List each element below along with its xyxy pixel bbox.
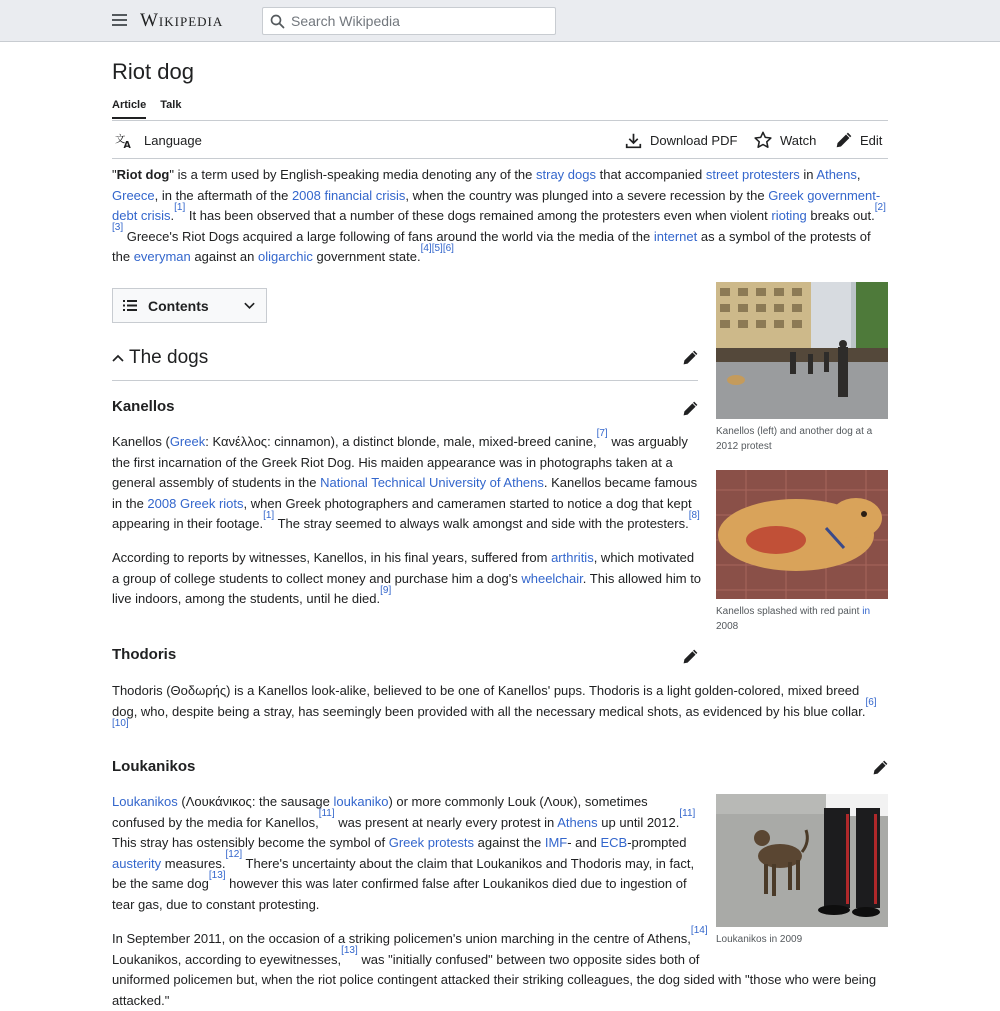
figure-kanellos-paint[interactable] bbox=[716, 470, 888, 599]
top-header bbox=[0, 0, 1000, 42]
ref-13b[interactable]: [13] bbox=[341, 945, 358, 957]
link-ntua[interactable]: National Technical University of Athens bbox=[320, 475, 544, 491]
pencil-icon bbox=[835, 132, 852, 149]
wikipedia-wordmark[interactable]: Wikipedia bbox=[140, 10, 224, 31]
caption-kanellos-paint bbox=[716, 604, 888, 634]
loukanikos-paragraph-1: Loukanikos (Λουκάνικος: the sausage loukaniko) or more commonly Louk (Λουκ), sometimes confused by the media for Kanellos,[11] was present at nearly every protest in Athens up until 2012.[11] This stray has ostensibly become the symbol of Greek protests against the IMF- and ECB-prompted austerity measures.[12] There's uncertainty about the claim that Loukanikos and Thodoris may, in fact, be the same dog[13] however this was later confirmed false after Loukanikos died due to ingestion of tear gas, due to constant protesting. bbox=[112, 794, 696, 912]
thodoris-paragraph: Thodoris (Θοδωρής) is a Kanellos look-alike, believed to be one of Kanellos' pups. Thodoris is a light golden-colored, mixed breed dog, who, despite being a stray, has seemingly been provided with all the necessary medical shots, as evidenced by his blue collar.[6][10] bbox=[112, 683, 877, 729]
edit-section-icon[interactable] bbox=[872, 760, 888, 776]
ref-14[interactable]: [14] bbox=[690, 924, 708, 936]
figure-loukanikos[interactable] bbox=[716, 794, 888, 927]
kanellos-red-paint-image bbox=[716, 470, 888, 599]
chevron-up-icon[interactable] bbox=[112, 353, 124, 365]
loukanikos-heading: Loukanikos bbox=[112, 758, 196, 775]
search-input[interactable] bbox=[291, 13, 541, 29]
ref-11[interactable]: [11] bbox=[318, 808, 335, 820]
edit-label: Edit bbox=[860, 132, 883, 148]
link-greek-government-debt-crisis[interactable]: Greek government-debt crisis bbox=[112, 187, 881, 224]
ref-2[interactable]: [2] bbox=[874, 201, 886, 213]
kanellos-protest-image bbox=[716, 282, 888, 419]
edit-section-icon[interactable] bbox=[682, 350, 698, 366]
ref-6b[interactable]: [6] bbox=[865, 697, 877, 709]
watch-label: Watch bbox=[780, 132, 817, 148]
the-dogs-heading: The dogs bbox=[129, 347, 209, 368]
ref-7[interactable]: [7] bbox=[596, 427, 608, 439]
page-toolbar bbox=[112, 129, 888, 151]
tabs-divider bbox=[112, 120, 888, 121]
link-imf[interactable]: IMF bbox=[544, 835, 568, 851]
chevron-down-icon bbox=[243, 299, 256, 312]
ref-5[interactable]: [5] bbox=[431, 243, 443, 255]
link-arthritis[interactable]: arthritis bbox=[551, 550, 594, 565]
caption-kanellos-protest: Kanellos (left) and another dog at a 2012 protest bbox=[716, 426, 873, 452]
figure-kanellos-protest[interactable] bbox=[716, 282, 888, 419]
link-everyman[interactable]: everyman bbox=[133, 249, 191, 265]
ref-6[interactable]: [6] bbox=[442, 243, 454, 255]
language-button[interactable] bbox=[115, 129, 202, 151]
kanellos-paragraph-1: Kanellos (Greek: Κανέλλος: cinnamon), a distinct blonde, male, mixed-breed canine,[7] was arguably the first incarnation of the Greek Riot Dog. His maiden appearance was in photographs taken at a general assembly of students in the National Technical University of Athens. Kanellos became famous in the 2008 Greek riots, when Greek photographers and cameramen started to notice a dog that kept appearing in their footage.[1] The stray seemed to always walk amongst and side with the protesters.[8] bbox=[112, 427, 700, 532]
language-label: Language bbox=[144, 132, 202, 148]
edit-section-icon[interactable] bbox=[682, 401, 698, 417]
link-rioting[interactable]: rioting bbox=[771, 208, 807, 224]
link-2008-financial-crisis[interactable]: 2008 financial crisis bbox=[291, 187, 406, 203]
link-stray-dogs[interactable]: stray dogs bbox=[536, 167, 596, 182]
link-caption-in[interactable]: in bbox=[862, 606, 871, 617]
star-icon bbox=[754, 131, 772, 149]
link-austerity[interactable]: austerity bbox=[112, 855, 162, 871]
ref-9[interactable]: [9] bbox=[380, 584, 392, 596]
ref-8[interactable]: [8] bbox=[688, 510, 700, 522]
ref-12[interactable]: [12] bbox=[225, 849, 243, 861]
thodoris-heading: Thodoris bbox=[112, 646, 177, 663]
caption-text: Kanellos splashed with red paint bbox=[716, 606, 860, 617]
kanellos-heading: Kanellos bbox=[112, 398, 175, 415]
svg-text:A: A bbox=[123, 139, 131, 151]
download-pdf-button[interactable] bbox=[625, 129, 737, 151]
ref-13[interactable]: [13] bbox=[208, 870, 226, 882]
link-oligarchic[interactable]: oligarchic bbox=[257, 249, 313, 265]
ref-11b[interactable]: [11] bbox=[679, 808, 696, 820]
link-greek[interactable]: Greek bbox=[169, 434, 206, 449]
link-greek-protests[interactable]: Greek protests bbox=[388, 835, 474, 851]
link-athens[interactable]: Athens bbox=[816, 167, 857, 182]
caption-year: 2008 bbox=[716, 621, 739, 632]
search-icon bbox=[270, 14, 285, 29]
watch-button[interactable] bbox=[754, 129, 816, 151]
namespace-tabs bbox=[112, 99, 181, 119]
language-icon bbox=[115, 132, 134, 149]
ref-4[interactable]: [4] bbox=[420, 243, 432, 255]
tab-article[interactable]: Article bbox=[112, 99, 146, 119]
link-wheelchair[interactable]: wheelchair bbox=[521, 570, 583, 586]
link-ecb[interactable]: ECB bbox=[600, 835, 628, 851]
tab-talk[interactable]: Talk bbox=[160, 99, 182, 111]
link-loukaniko[interactable]: loukaniko bbox=[333, 794, 389, 809]
page-title: Riot dog bbox=[112, 59, 194, 84]
svg-text:文: 文 bbox=[115, 132, 126, 145]
loukanikos-paragraph-2: In September 2011, on the occasion of a striking policemen's union marching in the centre of Athens,[14] Loukanikos, according to eyewitnesses,[13] was "initially confused" between two opposite sides both of uniformed policemen but, when the riot police contingent attacked their striking colleagues, the dog sided with "those who were being attacked." bbox=[112, 924, 877, 1008]
contents-button[interactable] bbox=[112, 288, 267, 323]
link-2008-greek-riots[interactable]: 2008 Greek riots bbox=[147, 495, 244, 511]
contents-label: Contents bbox=[148, 297, 209, 314]
download-pdf-label: Download PDF bbox=[650, 132, 738, 148]
edit-button[interactable] bbox=[835, 129, 882, 151]
link-athens-2[interactable]: Athens bbox=[557, 814, 598, 830]
ref-3[interactable]: [3] bbox=[112, 222, 124, 234]
list-icon bbox=[123, 299, 137, 312]
edit-section-icon[interactable] bbox=[682, 649, 698, 665]
ref-1[interactable]: [1] bbox=[174, 201, 186, 213]
menu-icon[interactable] bbox=[112, 14, 127, 28]
loukanikos-image bbox=[716, 794, 888, 927]
link-street-protesters[interactable]: street protesters bbox=[705, 167, 800, 182]
link-loukanikos[interactable]: Loukanikos bbox=[112, 794, 178, 809]
ref-1b[interactable]: [1] bbox=[263, 510, 275, 522]
link-greece[interactable]: Greece bbox=[112, 187, 155, 203]
section-heading-the-dogs bbox=[112, 345, 698, 381]
download-icon bbox=[625, 132, 642, 149]
toolbar-divider bbox=[112, 158, 888, 159]
ref-10[interactable]: [10] bbox=[112, 717, 129, 729]
link-internet[interactable]: internet bbox=[653, 228, 698, 244]
lead-paragraph: "Riot dog" is a term used by English-speaking media denoting any of the stray dogs that accompanied street protesters in Athens, Greece, in the aftermath of the 2008 financial crisis, when the country was plunged into a severe recession by the Greek government-debt crisis.[1] It has been observed that a number of these dogs remained among the protesters even when violent rioting breaks out.[2][3] Greece's Riot Dogs acquired a large following of fans around the world via the media of the internet as a symbol of the protests of the everyman against an oligarchic government state.[4][5][6] bbox=[112, 167, 886, 265]
search-box[interactable] bbox=[262, 7, 556, 35]
caption-loukanikos: Loukanikos in 2009 bbox=[716, 934, 803, 945]
kanellos-paragraph-2: According to reports by witnesses, Kanellos, in his final years, suffered from arthritis, which motivated a group of college students to collect money and purchase him a dog's wheelchair. This allowed him to live indoors, among the students, until he died.[9] bbox=[112, 550, 702, 607]
